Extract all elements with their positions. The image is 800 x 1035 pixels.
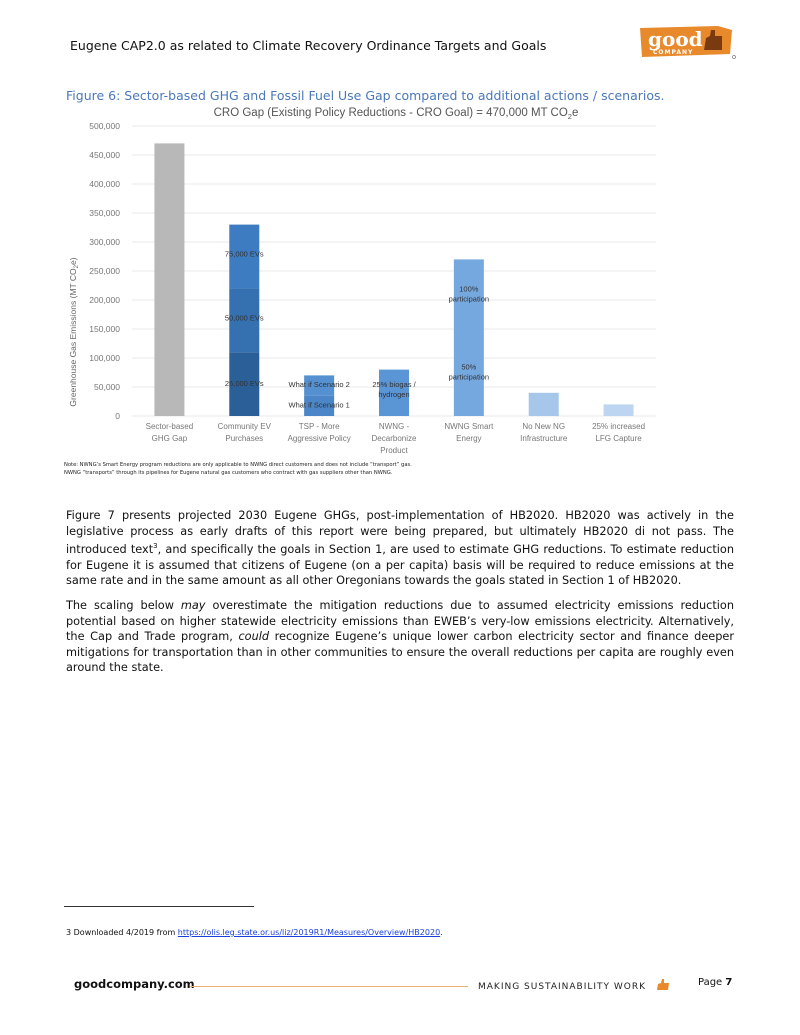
bar-annotation: What if Scenario 2	[288, 380, 350, 389]
x-tick-label: TSP - More Aggressive Policy	[287, 422, 351, 443]
footnote-divider	[64, 906, 254, 907]
footer-website: goodcompany.com	[74, 977, 195, 991]
footer-tagline: MAKING SUSTAINABILITY WORK	[478, 979, 670, 992]
figure-note	[64, 461, 764, 477]
page-number: Page 7	[698, 977, 733, 988]
bar-segment	[454, 259, 484, 416]
bar-annotation: What if Scenario 1	[288, 400, 350, 410]
figure-caption: Figure 6: Sector-based GHG and Fossil Fuel Use Gap compared to additional actions / scenarios.	[66, 88, 665, 103]
y-tick-label: 100,000	[89, 353, 120, 363]
y-tick-label: 0	[115, 411, 120, 421]
bar-annotation: 75,000 EVs	[224, 249, 264, 259]
bar-annotation: 25,000 EVs	[224, 378, 264, 388]
ghg-gap-bar-chart	[60, 100, 660, 460]
figure-note-line-2: NWNG “transports” through its pipelines for Eugene natural gas customers who contract with gas suppliers other than NWNG.	[64, 470, 393, 476]
body-paragraph-1: Figure 7 presents projected 2030 Eugene GHGs, post-implementation of HB2020. HB2020 was actively in the legislative process as early drafts of this report were being prepared, but ultimately HB2020 di not pass. The introduced text$^3$, and specifically the goals in Section 1, are used to estimate GHG reductions. To estimate reduction for Eugene it is assumed that citizens of Eugene (on a per capita) basis will be required to reduce emissions at the same rate and in the same amount as all other Oregonians towards the goals stated in Section 1 of HB2020.	[66, 509, 734, 588]
x-tick-label: Community EV Purchases	[217, 422, 271, 443]
y-axis-label: Greenhouse Gas Emissions (MT $CO_2e$)	[68, 257, 80, 407]
footnote-link[interactable]: https://olis.leg.state.or.us/liz/2019R1/Measures/Overview/HB2020	[177, 928, 441, 937]
footnote: 3 Downloaded 4/2019 from https://olis.leg.state.or.us/liz/2019R1/Measures/Overview/HB2020.	[66, 928, 443, 937]
x-tick-label: NWNG Smart Energy	[444, 422, 494, 443]
x-tick-label: NWNG -Decarbonize Product	[371, 422, 417, 455]
bar-segment	[529, 393, 559, 416]
y-axis-ticks	[89, 121, 120, 421]
y-tick-label: 200,000	[89, 295, 120, 305]
footnote-ref[interactable]: 3	[153, 542, 158, 551]
y-tick-label: 250,000	[89, 266, 120, 276]
bar-segment	[154, 143, 184, 416]
x-tick-label: No New NG Infrastructure	[520, 422, 568, 443]
bar-segment	[604, 404, 634, 416]
good-company-logo	[636, 24, 738, 60]
y-tick-label: 450,000	[89, 150, 120, 160]
y-tick-label: 300,000	[89, 237, 120, 247]
y-tick-label: 400,000	[89, 179, 120, 189]
bar-annotation: 25% biogas / hydrogen	[372, 380, 416, 399]
logo-icon	[636, 24, 738, 60]
logo-subtext: COMPANY	[653, 49, 694, 56]
x-tick-label: Sector-based GHG Gap	[145, 422, 194, 443]
chart-title: CRO Gap (Existing Policy Reductions - CRO Goal) = 470,000 MT $CO_2e$	[213, 107, 579, 121]
bar-annotation: 50% participation	[448, 362, 490, 382]
x-axis-labels	[146, 422, 645, 455]
x-tick-label: 25% increased LFG Capture	[592, 422, 646, 443]
figure-note-line-1: Note: NWNG’s Smart Energy program reductions are only applicable to NWNG direct customers and does not include “transport” gas.	[64, 462, 412, 468]
document-header-title: Eugene CAP2.0 as related to Climate Recovery Ordinance Targets and Goals	[70, 38, 547, 53]
y-tick-label: 350,000	[89, 208, 120, 218]
y-tick-label: 500,000	[89, 121, 120, 131]
y-tick-label: 50,000	[94, 382, 120, 392]
body-paragraph-2: The scaling below may overestimate the mitigation reductions due to assumed electricity emissions reduction potential based on higher statewide electricity emissions than EWEB’s very-low emissions electricity. Alternatively, the Cap and Trade program, could recognize Eugene’s unique lower carbon electricity sector and finance deeper mitigations for transportation than in other communities to ensure the overall reductions per capita are roughly even around the state.	[66, 599, 734, 675]
bar-annotation: 50,000 EVs	[224, 313, 264, 323]
footer-divider	[190, 986, 468, 987]
y-tick-label: 150,000	[89, 324, 120, 334]
logo-text: good	[648, 27, 703, 51]
bar-annotation: 100% participation	[448, 284, 490, 304]
thumbs-up-icon	[656, 979, 670, 991]
